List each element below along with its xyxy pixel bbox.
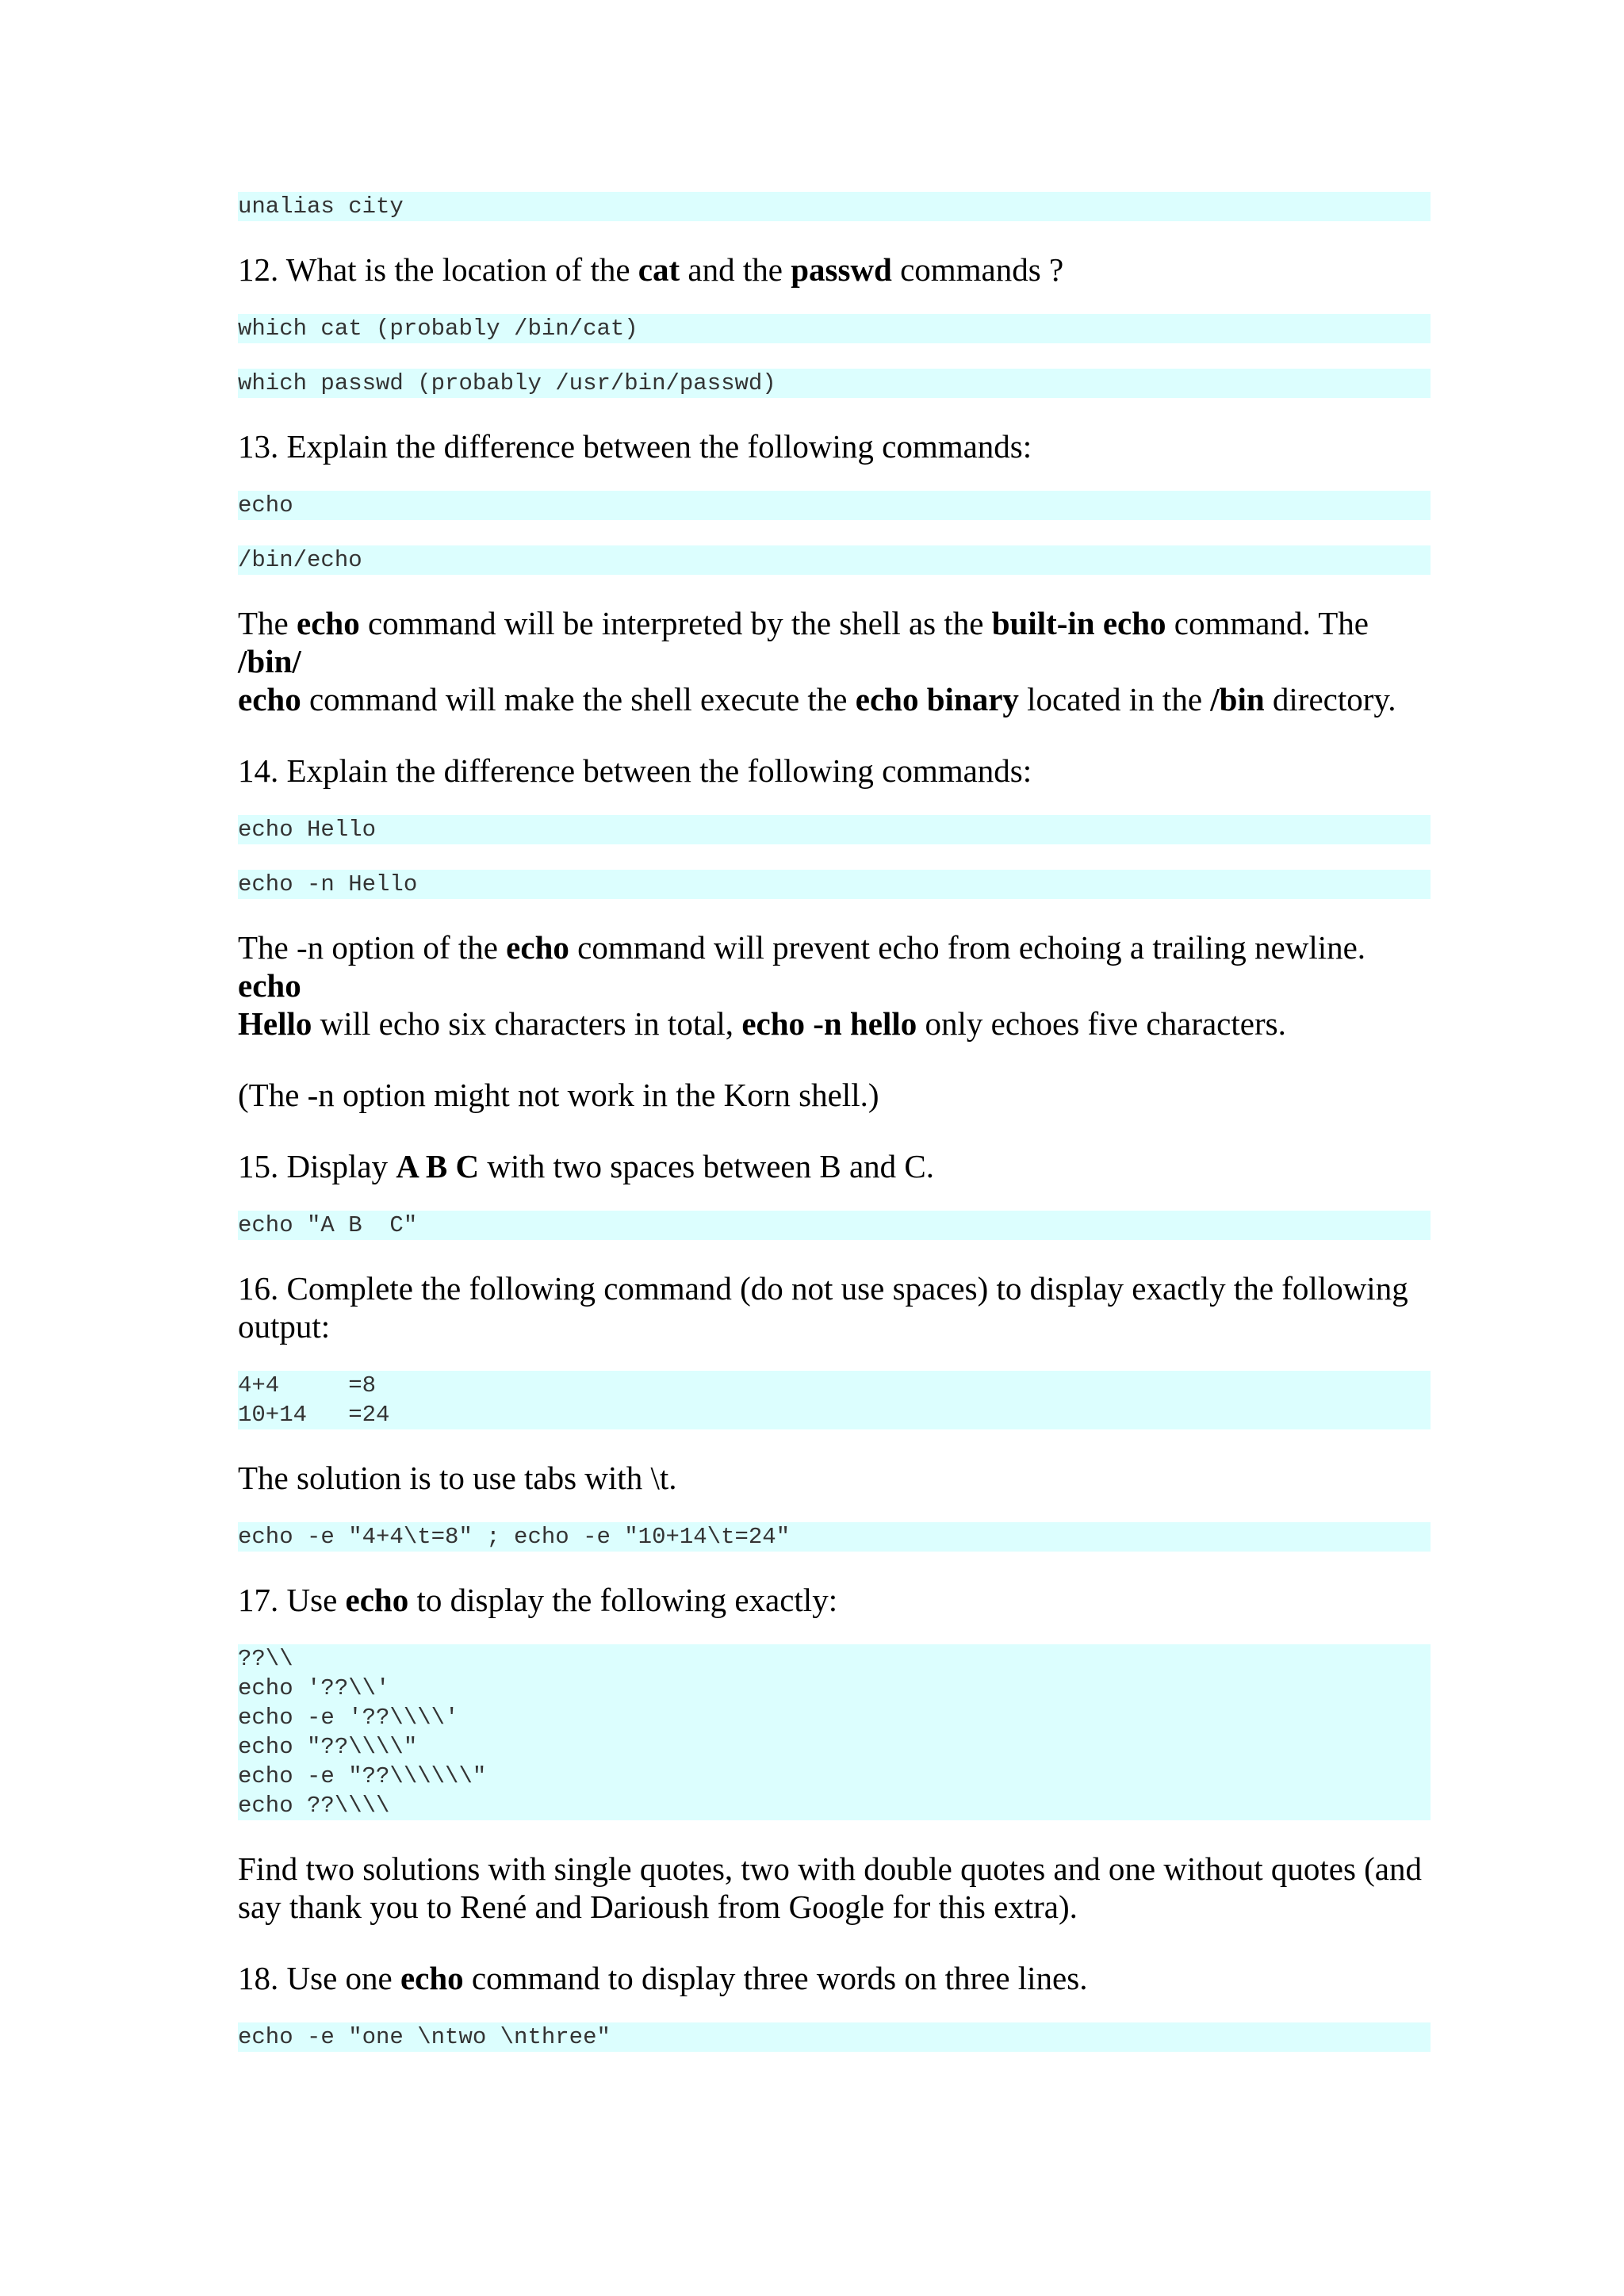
bold-term: cat xyxy=(638,251,680,288)
paragraph-text: only echoes five characters. xyxy=(917,1005,1286,1042)
code-line: echo "A B C" xyxy=(238,1212,418,1238)
code-line: which cat (probably /bin/cat) xyxy=(238,316,638,342)
code-line: echo Hello xyxy=(238,817,377,843)
paragraph-text: command will prevent echo from echoing a trailing newline. xyxy=(569,929,1366,966)
code-block-echo xyxy=(238,491,1431,520)
bold-term: echo xyxy=(345,1582,409,1618)
paragraph-text: The -n option of the xyxy=(238,929,507,966)
code-line: echo -e '??\\\\' xyxy=(238,1705,459,1731)
code-line: /bin/echo xyxy=(238,547,362,573)
paragraph-text: The xyxy=(238,605,297,641)
question-text: command to display three words on three lines. xyxy=(463,1960,1088,1996)
code-line: echo '??\\' xyxy=(238,1675,390,1701)
code-line: 4+4 =8 xyxy=(238,1372,377,1399)
paragraph-tabs-solution: The solution is to use tabs with \t. xyxy=(238,1460,677,1496)
bold-term: built-in echo xyxy=(991,605,1166,641)
code-line: echo ??\\\\ xyxy=(238,1793,390,1819)
bold-term: /bin/ xyxy=(238,643,301,679)
question-text: 18. Use one xyxy=(238,1960,400,1996)
paragraph-echo-explanation xyxy=(238,604,1431,718)
bold-term: A B C xyxy=(396,1148,480,1184)
bold-term: passwd xyxy=(791,251,892,288)
document-page xyxy=(238,192,1431,2052)
question-text: 12. What is the location of the xyxy=(238,251,638,288)
code-block-q17 xyxy=(238,1644,1431,1820)
code-line: echo -e "one \ntwo \nthree" xyxy=(238,2024,611,2050)
bold-term: echo xyxy=(238,967,301,1004)
code-line: unalias city xyxy=(238,193,404,220)
question-13: 13. Explain the difference between the following commands: xyxy=(238,428,1032,465)
code-block-abc xyxy=(238,1211,1431,1240)
question-text: to display the following exactly: xyxy=(408,1582,838,1618)
code-line: ??\\ xyxy=(238,1646,293,1672)
question-16: 16. Complete the following command (do not use spaces) to display exactly the following output: xyxy=(238,1270,1408,1345)
question-14: 14. Explain the difference between the following commands: xyxy=(238,752,1032,789)
code-block-three-lines xyxy=(238,2022,1431,2052)
code-block-tabs xyxy=(238,1522,1431,1552)
code-line: which passwd (probably /usr/bin/passwd) xyxy=(238,370,776,396)
question-text: 15. Display xyxy=(238,1148,396,1184)
paragraph-text: command will make the shell execute the xyxy=(301,681,856,718)
code-block-echo-hello xyxy=(238,815,1431,844)
code-line: echo -e "4+4\t=8" ; echo -e "10+14\t=24" xyxy=(238,1524,791,1550)
bold-term: echo -n hello xyxy=(741,1005,917,1042)
paragraph-text: will echo six characters in total, xyxy=(312,1005,742,1042)
code-block-bin-echo xyxy=(238,545,1431,575)
code-block-echo-n-hello xyxy=(238,870,1431,899)
paragraph-find-solutions: Find two solutions with single quotes, two with double quotes and one without quotes (and say thank you to René and Darioush from Google for this extra). xyxy=(238,1850,1422,1925)
question-text: commands ? xyxy=(891,251,1064,288)
paragraph-text: command. The xyxy=(1166,605,1369,641)
code-line: echo "??\\\\" xyxy=(238,1734,418,1760)
question-18 xyxy=(238,1959,1431,1997)
question-text: with two spaces between B and C. xyxy=(479,1148,934,1184)
code-block-which-passwd xyxy=(238,369,1431,398)
bold-term: Hello xyxy=(238,1005,312,1042)
code-block-unalias xyxy=(238,192,1431,221)
bold-term: echo binary xyxy=(855,681,1019,718)
code-line: 10+14 =24 xyxy=(238,1402,390,1428)
bold-term: echo xyxy=(238,681,301,718)
paragraph-text: command will be interpreted by the shell as the xyxy=(359,605,992,641)
code-line: echo -n Hello xyxy=(238,871,418,897)
code-line: echo xyxy=(238,492,293,519)
paragraph-text: located in the xyxy=(1018,681,1211,718)
question-12 xyxy=(238,251,1431,289)
code-block-which-cat xyxy=(238,314,1431,343)
paragraph-text: directory. xyxy=(1264,681,1396,718)
paragraph-n-option xyxy=(238,928,1431,1043)
question-text: and the xyxy=(680,251,791,288)
question-15 xyxy=(238,1147,1431,1185)
paragraph-korn-note: (The -n option might not work in the Korn shell.) xyxy=(238,1077,879,1113)
code-block-expected-output xyxy=(238,1371,1431,1429)
question-17 xyxy=(238,1581,1431,1619)
bold-term: echo xyxy=(506,929,569,966)
bold-term: echo xyxy=(297,605,360,641)
code-line: echo -e "??\\\\\\" xyxy=(238,1763,487,1789)
bold-term: echo xyxy=(400,1960,464,1996)
bold-term: /bin xyxy=(1210,681,1265,718)
question-text: 17. Use xyxy=(238,1582,346,1618)
